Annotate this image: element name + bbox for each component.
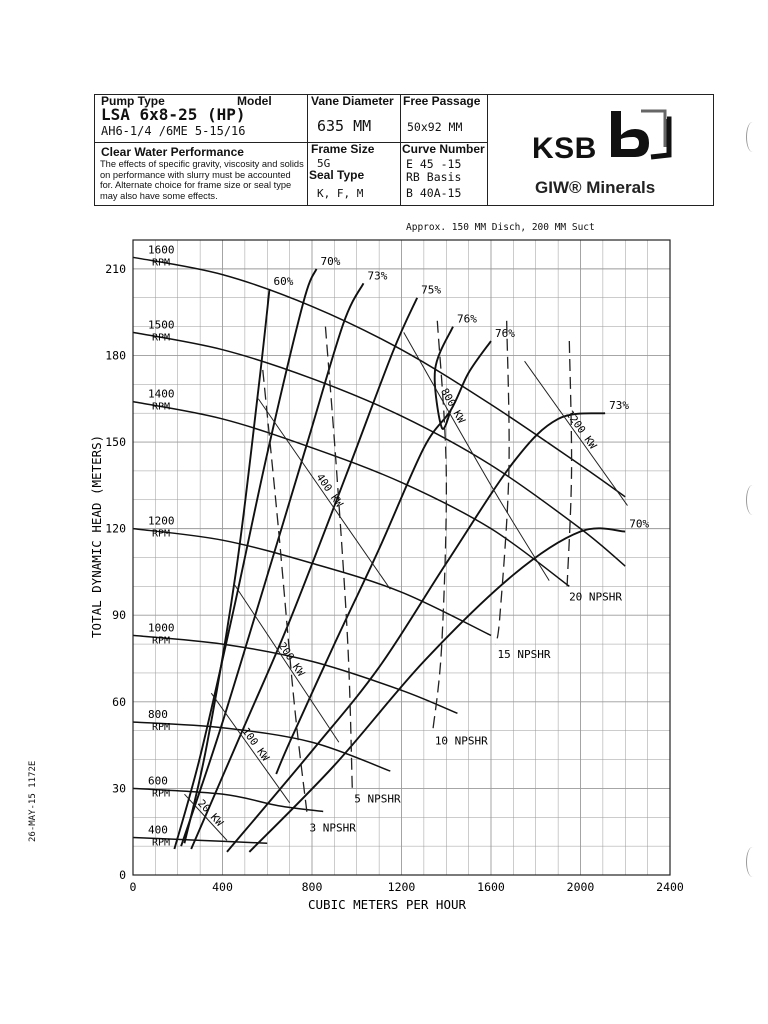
npsh-label: 10 NPSHR: [434, 734, 488, 748]
npsh-label: 3 NPSHR: [309, 821, 356, 835]
speed-label: 600: [148, 774, 168, 788]
efficiency-label: 76%: [495, 327, 515, 341]
speed-label: 1200: [148, 514, 175, 528]
y-tick-label: 60: [112, 694, 126, 709]
rb-basis: RB Basis: [406, 170, 462, 184]
seal-type-label: Seal Type: [309, 168, 365, 182]
y-tick-label: 210: [105, 261, 126, 276]
efficiency-curve: [181, 283, 363, 846]
x-tick-label: 400: [212, 880, 233, 894]
speed-unit-label: RPM: [152, 837, 171, 849]
frame-size-label: Frame Size: [311, 142, 375, 156]
efficiency-label: 60%: [273, 275, 294, 289]
y-tick-label: 180: [105, 348, 126, 363]
npsh-label: 5 NPSHR: [354, 792, 401, 806]
efficiency-curve: [191, 298, 417, 849]
pump-sub: AH6-1/4 /6ME 5-15/16: [101, 124, 246, 138]
x-tick-label: 800: [301, 880, 323, 894]
speed-unit-label: RPM: [152, 788, 171, 800]
speed-unit-label: RPM: [152, 332, 171, 344]
speed-unit-label: RPM: [152, 528, 171, 540]
y-tick-label: 120: [105, 521, 126, 536]
b-number: B 40A-15: [406, 186, 462, 200]
x-tick-label: 1200: [387, 880, 416, 894]
npsh-curve: [495, 321, 509, 644]
speed-label: 400: [148, 823, 168, 837]
x-tick-label: 0: [129, 880, 137, 894]
speed-unit-label: RPM: [152, 635, 171, 647]
speed-label: 1500: [148, 318, 175, 332]
brand-subtitle: GIW® Minerals: [535, 178, 656, 197]
power-label: 800 KW: [437, 386, 468, 426]
free-passage: 50x92 MM: [407, 120, 463, 134]
npsh-label: 15 NPSHR: [497, 648, 551, 662]
x-tick-label: 2000: [566, 880, 595, 894]
x-axis-label: CUBIC METERS PER HOUR: [308, 897, 467, 912]
efficiency-curve: [227, 413, 605, 852]
efficiency-label: 73%: [367, 269, 388, 283]
power-label: 400 KW: [313, 471, 345, 510]
efficiency-label: 76%: [456, 312, 477, 326]
chart-series: [133, 243, 649, 852]
vane-diameter: 635 MM: [317, 117, 372, 135]
free-passage-label: Free Passage: [403, 94, 481, 108]
npsh-label: 20 NPSHR: [569, 590, 623, 604]
efficiency-label: 73%: [609, 399, 629, 413]
clear-water-note: The effects of specific gravity, viscosity and solids on performance with slurry must be accounted for. Alternate choice for frame size or seal type may also have some effects.: [100, 159, 304, 201]
power-label: 200 KW: [275, 640, 307, 679]
efficiency-curve: [184, 289, 272, 843]
model-label: Model: [237, 94, 272, 108]
power-line: [211, 693, 289, 803]
pump-model: LSA 6x8-25 (HP): [101, 105, 246, 124]
vane-diameter-label: Vane Diameter: [311, 94, 394, 108]
speed-unit-label: RPM: [152, 722, 171, 734]
frame-size: 5G: [317, 157, 331, 170]
power-label: 100 KW: [239, 725, 272, 764]
x-tick-label: 2400: [656, 880, 684, 894]
curve-number: E 45 -15: [406, 157, 462, 171]
brand-logo-text: KSB: [532, 132, 597, 165]
curve-number-label: Curve Number: [402, 142, 485, 156]
power-line: [258, 399, 390, 590]
power-label: 20 KW: [195, 797, 226, 829]
speed-label: 1000: [148, 621, 175, 635]
y-tick-label: 0: [119, 868, 126, 882]
speed-unit-label: RPM: [152, 257, 171, 269]
chart-grid: [133, 240, 670, 875]
speed-label: 1600: [148, 243, 175, 257]
y-tick-label: 150: [105, 435, 126, 450]
speed-unit-label: RPM: [152, 401, 171, 413]
y-tick-label: 30: [112, 781, 126, 796]
x-tick-label: 1600: [477, 880, 505, 894]
y-axis-label: TOTAL DYNAMIC HEAD (METERS): [89, 434, 104, 638]
speed-label: 1400: [148, 387, 175, 401]
clear-water-label: Clear Water Performance: [101, 145, 244, 159]
speed-label: 800: [148, 708, 168, 722]
efficiency-label: 70%: [320, 254, 341, 268]
side-note: 26-MAY-15 1172E: [28, 760, 38, 842]
seal-type: K, F, M: [317, 187, 364, 200]
approx-note: Approx. 150 MM Disch, 200 MM Suct: [406, 222, 595, 233]
power-label: 1200 KW: [563, 408, 599, 452]
pump-type-label: Pump Type: [101, 94, 165, 108]
y-tick-label: 90: [112, 608, 126, 623]
efficiency-label: 70%: [629, 517, 650, 531]
efficiency-label: 75%: [421, 283, 442, 297]
npsh-curve: [567, 341, 572, 586]
